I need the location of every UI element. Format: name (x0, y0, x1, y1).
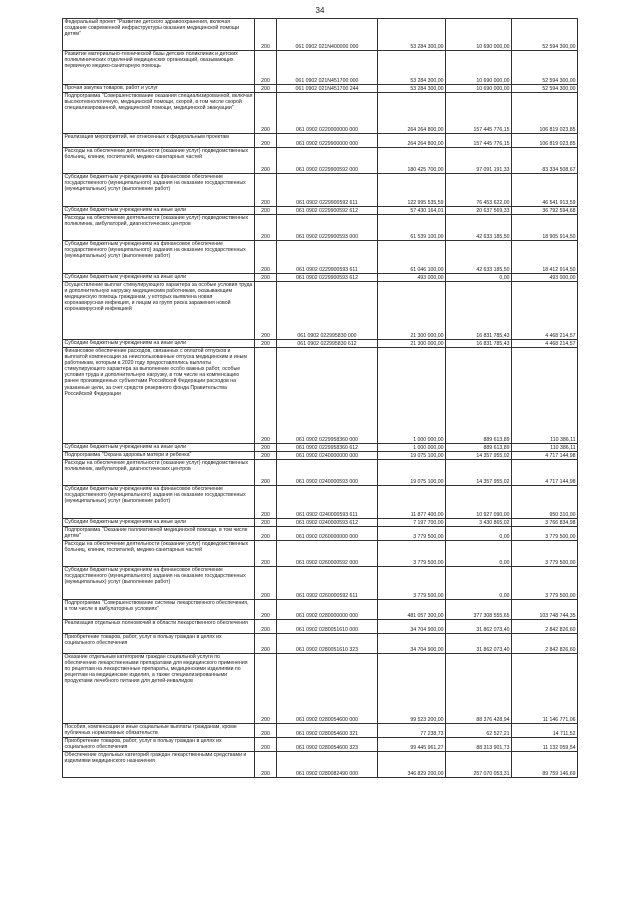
row-classification-cell: 061 0902 0280054600 000 (277, 654, 378, 724)
row-code-cell: 200 (255, 274, 277, 282)
row-name-cell: Субсидии бюджетным учреждениям на иные цели (63, 519, 255, 527)
row-code-cell: 200 (255, 527, 277, 541)
row-code-cell: 200 (255, 241, 277, 274)
row-code-cell: 200 (255, 724, 277, 738)
row-remainder-cell: 11 132 059,54 (512, 738, 578, 752)
table-row (63, 282, 578, 340)
row-fact-cell: 14 357 955,02 (446, 452, 512, 460)
row-name-cell: Реализация мероприятий, не отнесенных к федеральным проектам (63, 134, 255, 148)
table-row (63, 752, 578, 778)
table-row (63, 527, 578, 541)
row-plan-cell: 53 284 300,00 (378, 51, 446, 85)
table-row (63, 274, 578, 282)
row-remainder-cell: 106 819 023,85 (512, 93, 578, 134)
row-code-cell: 200 (255, 519, 277, 527)
row-code-cell: 200 (255, 215, 277, 241)
row-classification-cell: 061 0902 0240000000 000 (277, 452, 378, 460)
table-row (63, 724, 578, 738)
row-classification-cell: 061 0902 0260000592 611 (277, 567, 378, 600)
row-name-cell: Федеральный проект "Развитие детского здравоохранения, включая создание современной инфраструктуры оказания медицинской помощи детям" (63, 19, 255, 51)
row-classification-cell: 061 0902 0229900593 611 (277, 241, 378, 274)
row-code-cell: 200 (255, 460, 277, 486)
row-name-cell: Подпрограмма "Оказание паллиативной медицинской помощи, в том числе детям" (63, 527, 255, 541)
table-row (63, 241, 578, 274)
row-fact-cell: 889 613,89 (446, 444, 512, 452)
row-plan-cell: 77 238,73 (378, 724, 446, 738)
row-remainder-cell: 3 779 500,00 (512, 527, 578, 541)
row-name-cell: Расходы на обеспечение деятельности (оказание услуг) подведомственных поликлиник, амбулаторий, диагностических центров (63, 215, 255, 241)
row-plan-cell: 34 704 900,00 (378, 620, 446, 634)
row-code-cell: 200 (255, 738, 277, 752)
row-fact-cell: 62 527,21 (446, 724, 512, 738)
table-row (63, 452, 578, 460)
table-row (63, 541, 578, 567)
row-name-cell: Субсидии бюджетным учреждениям на финансовое обеспечение государственного (муниципального) задания на оказание государственных (муниципальных) услуг (выполнение работ) (63, 486, 255, 519)
row-code-cell: 200 (255, 541, 277, 567)
row-code-cell: 200 (255, 620, 277, 634)
row-code-cell: 200 (255, 567, 277, 600)
row-remainder-cell: 110 386,11 (512, 348, 578, 444)
row-name-cell: Прочая закупка товаров, работ и услуг (63, 85, 255, 93)
row-plan-cell: 1 000 000,00 (378, 348, 446, 444)
row-code-cell: 200 (255, 348, 277, 444)
row-plan-cell: 481 057 300,00 (378, 600, 446, 620)
row-plan-cell: 11 877 400,00 (378, 486, 446, 519)
row-code-cell: 200 (255, 340, 277, 348)
row-name-cell: Субсидии бюджетным учреждениям на финансовое обеспечение государственного (муниципального) задания на оказание государственных (муниципальных) услуг (выполнение работ) (63, 567, 255, 600)
row-code-cell: 200 (255, 174, 277, 207)
row-plan-cell: 57 430 164,01 (378, 207, 446, 215)
row-remainder-cell: 2 842 826,60 (512, 620, 578, 634)
row-fact-cell: 0,00 (446, 541, 512, 567)
row-name-cell: Субсидии бюджетным учреждениям на финансовое обеспечение государственного (муниципального) задания на оказание государственных (муниципальных) услуг (выполнение работ) (63, 241, 255, 274)
row-plan-cell: 21 300 000,00 (378, 282, 446, 340)
row-classification-cell: 061 0902 0280082490 000 (277, 752, 378, 778)
row-classification-cell: 061 0902 021N451700 000 (277, 51, 378, 85)
row-plan-cell: 99 445 961,27 (378, 738, 446, 752)
row-fact-cell: 10 927 090,00 (446, 486, 512, 519)
row-remainder-cell: 18 412 914,50 (512, 241, 578, 274)
row-plan-cell: 3 779 500,00 (378, 527, 446, 541)
row-classification-cell: 061 0902 0260000592 000 (277, 541, 378, 567)
row-classification-cell: 061 0902 0240000593 611 (277, 486, 378, 519)
row-code-cell: 200 (255, 148, 277, 174)
row-fact-cell: 889 613,89 (446, 348, 512, 444)
row-classification-cell: 061 0902 0220000000 000 (277, 93, 378, 134)
table-row (63, 444, 578, 452)
row-name-cell: Оказание отдельным категориям граждан социальной услуги по обеспечению лекарственными препаратами для медицинского применения по рецептам на лекарственные препараты, медицинскими изделиями по рецептам на медицинские изделия, а также специализированными продуктами лечебного питания для детей-инвалидов (63, 654, 255, 724)
row-fact-cell: 16 831 785,43 (446, 282, 512, 340)
row-plan-cell: 122 995 535,59 (378, 174, 446, 207)
row-plan-cell: 180 425 700,00 (378, 148, 446, 174)
row-classification-cell: 061 0902 021N400000 000 (277, 19, 378, 51)
page-number: 34 (315, 6, 325, 15)
row-classification-cell: 061 0902 0280000000 000 (277, 600, 378, 620)
row-fact-cell: 10 690 000,00 (446, 19, 512, 51)
table-row (63, 134, 578, 148)
row-remainder-cell: 493 000,00 (512, 274, 578, 282)
row-fact-cell: 42 633 185,50 (446, 215, 512, 241)
row-name-cell: Обеспечение отдельных категорий граждан лекарственными средствами и изделиями медицинского назначения (63, 752, 255, 778)
row-fact-cell: 257 070 053,31 (446, 752, 512, 778)
row-fact-cell: 0,00 (446, 567, 512, 600)
row-name-cell: Осуществление выплат стимулирующего характера за особые условия труда и дополнительную нагрузку медицинским работникам, оказывающим медицинскую помощь гражданам, у которых выявлена новая коронавирусная инфекция, и лицам из групп риска заражения новой коронавирусной инфекцией (63, 282, 255, 340)
row-classification-cell: 061 0902 0240000593 612 (277, 519, 378, 527)
row-plan-cell: 3 779 500,00 (378, 567, 446, 600)
row-name-cell: Подпрограмма "Совершенствование системы лекарственного обеспечения, в том числе в амбулаторных условиях" (63, 600, 255, 620)
row-code-cell: 200 (255, 282, 277, 340)
row-code-cell: 200 (255, 134, 277, 148)
row-remainder-cell: 11 146 771,06 (512, 654, 578, 724)
row-name-cell: Развитие материально-технической базы детских поликлиник и детских поликлинических отделений медицинских организаций, оказывающих первичную медико-санитарную помощь (63, 51, 255, 85)
row-remainder-cell: 52 594 300,00 (512, 85, 578, 93)
row-classification-cell: 061 0902 0240000593 000 (277, 460, 378, 486)
row-classification-cell: 061 0902 0229958360 612 (277, 444, 378, 452)
row-name-cell: Субсидии бюджетным учреждениям на иные цели (63, 340, 255, 348)
row-plan-cell: 493 000,00 (378, 274, 446, 282)
row-classification-cell: 061 0902 021N451700 244 (277, 85, 378, 93)
table-row (63, 567, 578, 600)
table-row (63, 85, 578, 93)
row-plan-cell: 61 046 100,00 (378, 241, 446, 274)
row-classification-cell: 061 0902 0260000000 000 (277, 527, 378, 541)
row-plan-cell: 264 264 800,00 (378, 93, 446, 134)
row-fact-cell: 10 690 000,00 (446, 51, 512, 85)
row-name-cell: Пособия, компенсации и иные социальные выплаты гражданам, кроме публичных нормативных обязательств (63, 724, 255, 738)
row-name-cell: Приобретение товаров, работ, услуг в пользу граждан в целях их социального обеспечения (63, 634, 255, 654)
table-row (63, 207, 578, 215)
table-row (63, 174, 578, 207)
row-remainder-cell: 52 594 300,00 (512, 19, 578, 51)
row-name-cell: Подпрограмма "Совершенствование оказания специализированной, включая высокотехнологичную, медицинской помощи, скорой, в том числе скорой специализированной, медицинской помощи, медицинской эвакуации" (63, 93, 255, 134)
row-plan-cell: 19 075 100,00 (378, 460, 446, 486)
row-fact-cell: 76 453 622,00 (446, 174, 512, 207)
row-name-cell: Расходы на обеспечение деятельности (оказание услуг) подведомственных больниц, клиник, госпиталей, медико-санитарных частей (63, 541, 255, 567)
table-row (63, 654, 578, 724)
row-fact-cell: 157 445 776,15 (446, 93, 512, 134)
row-plan-cell: 21 300 000,00 (378, 340, 446, 348)
row-plan-cell: 61 539 100,00 (378, 215, 446, 241)
row-fact-cell: 0,00 (446, 274, 512, 282)
budget-table-body (63, 19, 578, 778)
row-classification-cell: 061 0902 0229900592 612 (277, 207, 378, 215)
row-remainder-cell: 4 468 214,57 (512, 340, 578, 348)
row-name-cell: Субсидии бюджетным учреждениям на иные цели (63, 444, 255, 452)
row-fact-cell: 42 633 185,50 (446, 241, 512, 274)
row-name-cell: Финансовое обеспечение расходов, связанных с оплатой отпусков и выплатой компенсации за неиспользованные отпуска медицинским и иным работникам, которым в 2020 году предоставлялись выплаты стимулирующего характера за выполнение особо важных работ, особые условия труда и дополнительную нагрузку, в том числе на компенсацию ранее произведенных субъектами Российской Федерации расходов на указанные цели, за счет средств резервного фонда Правительства Российской Федерации (63, 348, 255, 444)
row-fact-cell: 157 445 776,15 (446, 134, 512, 148)
row-plan-cell: 7 197 700,00 (378, 519, 446, 527)
row-remainder-cell: 3 779 500,00 (512, 567, 578, 600)
row-code-cell: 200 (255, 654, 277, 724)
table-row (63, 19, 578, 51)
row-remainder-cell: 106 819 023,85 (512, 134, 578, 148)
row-remainder-cell: 89 759 146,69 (512, 752, 578, 778)
table-row (63, 460, 578, 486)
row-classification-cell: 061 0902 022995830 612 (277, 340, 378, 348)
row-code-cell: 200 (255, 452, 277, 460)
row-plan-cell: 19 075 100,00 (378, 452, 446, 460)
row-name-cell: Реализация отдельных полномочий в области лекарственного обеспечения (63, 620, 255, 634)
row-remainder-cell: 36 792 594,68 (512, 207, 578, 215)
row-remainder-cell: 18 905 914,50 (512, 215, 578, 241)
row-remainder-cell: 52 594 300,00 (512, 51, 578, 85)
row-remainder-cell: 950 310,00 (512, 486, 578, 519)
row-remainder-cell: 14 711,52 (512, 724, 578, 738)
row-code-cell: 200 (255, 752, 277, 778)
row-fact-cell: 31 862 073,40 (446, 634, 512, 654)
row-remainder-cell: 4 468 214,57 (512, 282, 578, 340)
row-code-cell: 200 (255, 93, 277, 134)
table-row (63, 620, 578, 634)
row-plan-cell: 99 523 200,00 (378, 654, 446, 724)
row-name-cell: Приобретение товаров, работ, услуг в пользу граждан в целях их социального обеспечения (63, 738, 255, 752)
table-row (63, 519, 578, 527)
table-row (63, 634, 578, 654)
row-name-cell: Подпрограмма "Охрана здоровья матери и ребенка" (63, 452, 255, 460)
row-classification-cell: 061 0902 0280051610 323 (277, 634, 378, 654)
row-fact-cell: 3 430 865,02 (446, 519, 512, 527)
row-code-cell: 200 (255, 486, 277, 519)
row-name-cell: Субсидии бюджетным учреждениям на иные цели (63, 207, 255, 215)
budget-table (62, 18, 578, 778)
row-classification-cell: 061 0902 0280051610 000 (277, 620, 378, 634)
table-row (63, 215, 578, 241)
table-row (63, 348, 578, 444)
row-remainder-cell: 4 717 144,98 (512, 460, 578, 486)
row-remainder-cell: 4 717 144,98 (512, 452, 578, 460)
row-classification-cell: 061 0902 022995830 000 (277, 282, 378, 340)
table-row (63, 340, 578, 348)
row-code-cell: 200 (255, 444, 277, 452)
row-classification-cell: 061 0902 0280054600 321 (277, 724, 378, 738)
row-plan-cell: 264 264 800,00 (378, 134, 446, 148)
row-plan-cell: 53 284 300,00 (378, 85, 446, 93)
row-code-cell: 200 (255, 51, 277, 85)
row-fact-cell: 377 308 555,65 (446, 600, 512, 620)
row-remainder-cell: 3 779 500,00 (512, 541, 578, 567)
row-fact-cell: 14 357 955,02 (446, 460, 512, 486)
row-classification-cell: 061 0902 0229900593 612 (277, 274, 378, 282)
row-classification-cell: 061 0902 0280054600 323 (277, 738, 378, 752)
row-plan-cell: 346 829 200,00 (378, 752, 446, 778)
table-row (63, 600, 578, 620)
row-fact-cell: 0,00 (446, 527, 512, 541)
row-classification-cell: 061 0902 0229900000 000 (277, 134, 378, 148)
row-remainder-cell: 103 748 744,35 (512, 600, 578, 620)
row-code-cell: 200 (255, 19, 277, 51)
table-row (63, 148, 578, 174)
row-name-cell: Расходы на обеспечение деятельности (оказание услуг) подведомственных больниц, клиник, госпиталей, медико-санитарных частей (63, 148, 255, 174)
row-code-cell: 200 (255, 600, 277, 620)
row-name-cell: Расходы на обеспечение деятельности (оказание услуг) подведомственных поликлиник, амбулаторий, диагностических центров (63, 460, 255, 486)
row-fact-cell: 88 376 428,94 (446, 654, 512, 724)
row-classification-cell: 061 0902 0229900593 000 (277, 215, 378, 241)
table-row (63, 486, 578, 519)
row-name-cell: Субсидии бюджетным учреждениям на финансовое обеспечение государственного (муниципального) задания на оказание государственных (муниципальных) услуг (выполнение работ) (63, 174, 255, 207)
table-row (63, 51, 578, 85)
table-row (63, 93, 578, 134)
row-remainder-cell: 2 842 826,60 (512, 634, 578, 654)
row-fact-cell: 20 637 569,33 (446, 207, 512, 215)
row-classification-cell: 061 0902 0229900592 000 (277, 148, 378, 174)
row-remainder-cell: 46 541 913,59 (512, 174, 578, 207)
row-fact-cell: 97 091 191,33 (446, 148, 512, 174)
row-fact-cell: 10 690 000,00 (446, 85, 512, 93)
row-fact-cell: 16 831 785,43 (446, 340, 512, 348)
row-name-cell: Субсидии бюджетным учреждениям на иные цели (63, 274, 255, 282)
row-remainder-cell: 110 386,11 (512, 444, 578, 452)
row-remainder-cell: 83 334 508,67 (512, 148, 578, 174)
row-remainder-cell: 3 766 834,98 (512, 519, 578, 527)
row-code-cell: 200 (255, 207, 277, 215)
row-code-cell: 200 (255, 634, 277, 654)
table-row (63, 738, 578, 752)
row-plan-cell: 3 779 500,00 (378, 541, 446, 567)
row-plan-cell: 53 284 300,00 (378, 19, 446, 51)
row-fact-cell: 31 862 073,40 (446, 620, 512, 634)
row-plan-cell: 1 000 000,00 (378, 444, 446, 452)
row-code-cell: 200 (255, 85, 277, 93)
row-classification-cell: 061 0902 0229900592 611 (277, 174, 378, 207)
row-classification-cell: 061 0902 0229958360 000 (277, 348, 378, 444)
row-fact-cell: 88 313 901,73 (446, 738, 512, 752)
row-plan-cell: 34 704 900,00 (378, 634, 446, 654)
